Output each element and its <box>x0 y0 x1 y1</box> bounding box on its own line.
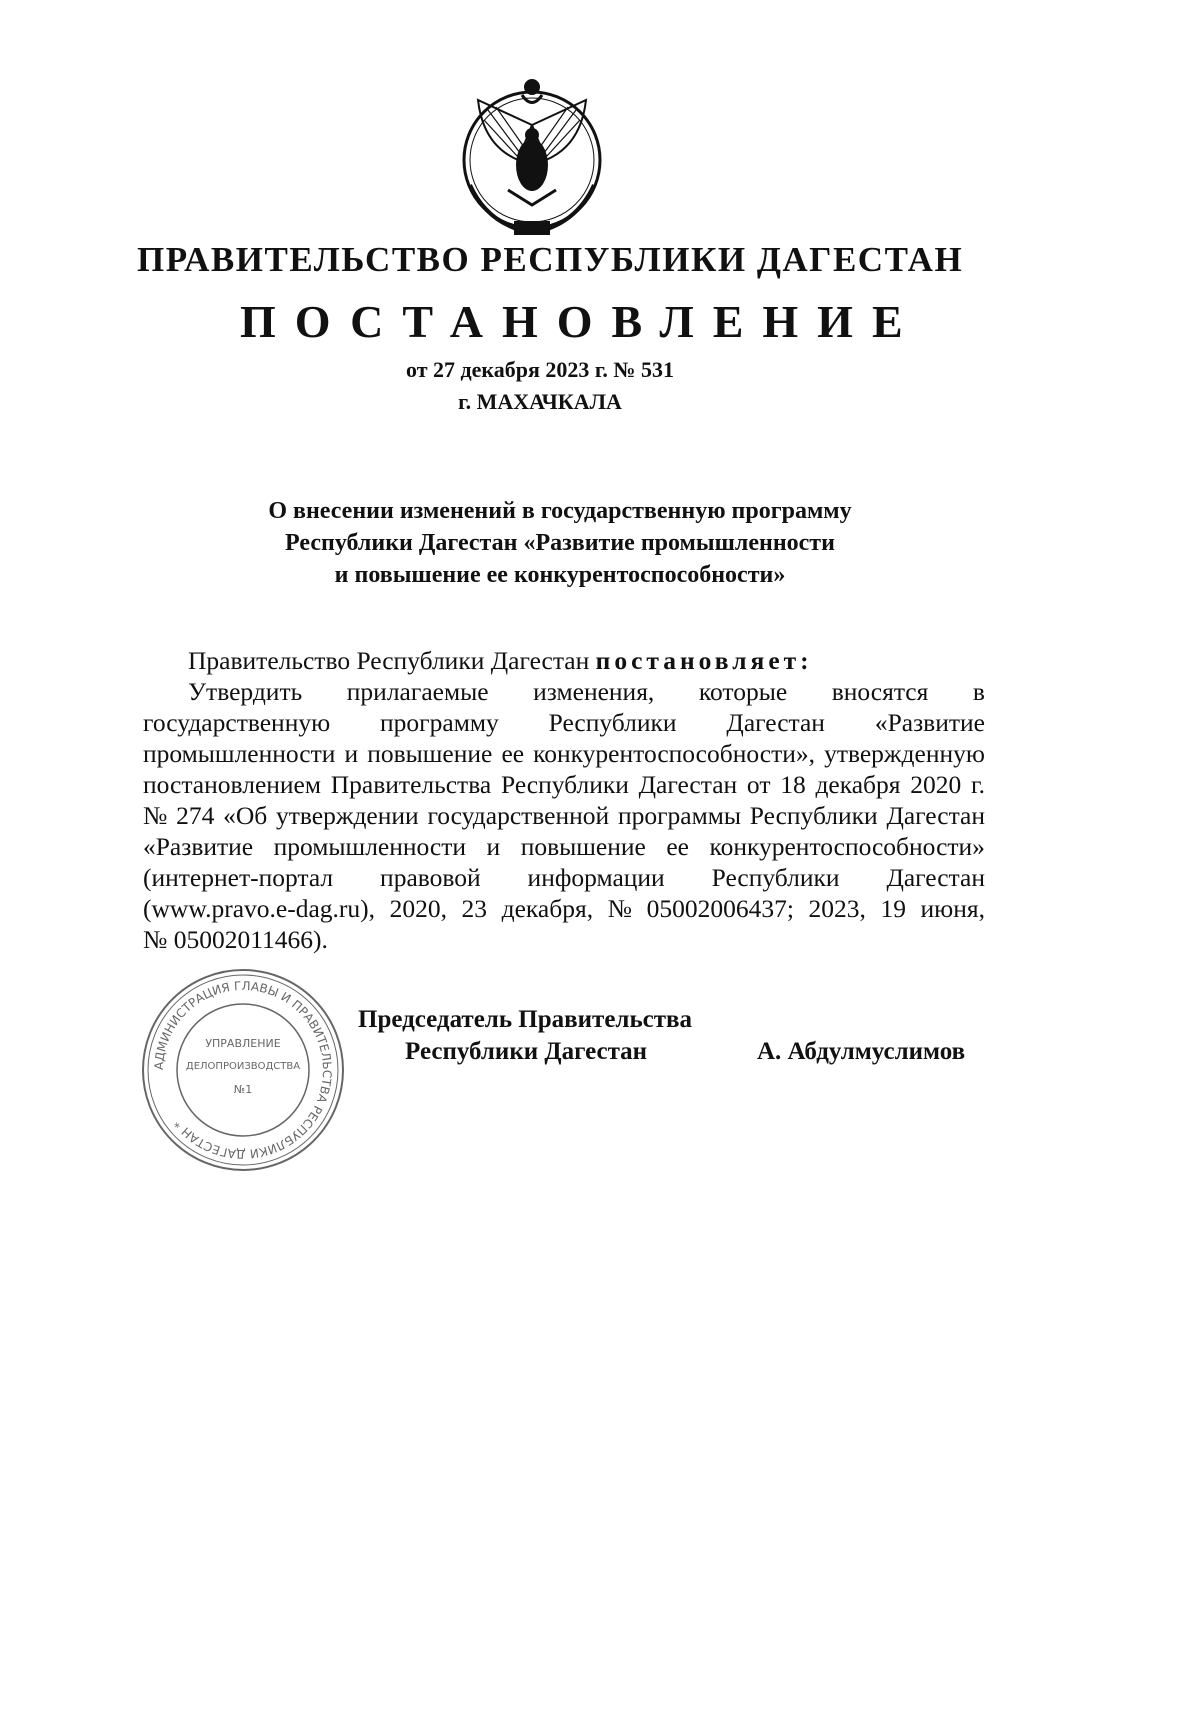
subject-line: Республики Дагестан «Развитие промышленности <box>285 530 835 556</box>
word: № <box>607 894 632 923</box>
word: и <box>486 832 501 861</box>
document-type-title: ПОСТАНОВЛЕНИЕ <box>240 296 922 347</box>
word: вносятся <box>831 677 929 706</box>
subject-line: и повышение ее конкурентоспособности» <box>334 562 786 588</box>
date-number: от 27 декабря 2023 г. № 531 <box>405 357 674 382</box>
signatory-position: Председатель Правительства <box>358 1006 693 1033</box>
stamp-inner-line: УПРАВЛЕНИЕ <box>205 1037 281 1050</box>
word: 274 <box>176 801 215 830</box>
word: государственной <box>427 801 610 830</box>
word: от <box>746 770 771 799</box>
lead-emphasis: постановляет: <box>595 646 813 675</box>
word: 23 <box>461 894 488 923</box>
word: и <box>344 739 359 768</box>
word: промышленности <box>273 832 467 861</box>
word: «Об <box>223 801 268 830</box>
word: Правительства <box>330 770 492 799</box>
word: 2023, <box>808 894 866 923</box>
word: изменения, <box>533 677 655 706</box>
word: промышленности <box>143 739 336 768</box>
word: прилагаемые <box>346 677 489 706</box>
word: (www.pravo.e-dag.ru), <box>143 894 376 923</box>
word: 19 <box>880 894 906 923</box>
word: 2020, <box>389 894 447 923</box>
signatory-position: Республики Дагестан <box>405 1038 648 1065</box>
word: Республики <box>749 801 878 830</box>
word: правовой <box>380 863 481 892</box>
city: г. МАХАЧКАЛА <box>458 389 622 414</box>
word: государственную <box>143 708 331 737</box>
word: утверждении <box>275 801 419 830</box>
word: декабря, <box>501 894 594 923</box>
word: постановлением <box>143 770 322 799</box>
body-line <box>143 738 985 769</box>
word: программу <box>380 708 499 737</box>
stamp-ring-text: АДМИНИСТРАЦИЯ ГЛАВЫ И ПРАВИТЕЛЬСТВА РЕСПУБЛИКИ ДАГЕСТАН * <box>151 978 335 1162</box>
word: повышение <box>367 739 493 768</box>
word: июня, <box>920 894 985 923</box>
word: № <box>143 801 168 830</box>
word: конкурентоспособности», <box>533 739 815 768</box>
official-stamp <box>138 965 348 1175</box>
body-line <box>143 862 985 893</box>
word: Утвердить <box>188 677 303 706</box>
word: «Развитие <box>143 832 254 861</box>
subject-line: О внесении изменений в государственную программу <box>268 498 852 524</box>
body-line <box>143 707 985 738</box>
word: Республики <box>548 708 677 737</box>
resolution-lead <box>188 645 813 676</box>
word: «Развитие <box>874 708 985 737</box>
body-line <box>143 769 985 800</box>
body-line <box>188 676 985 707</box>
word: Республики <box>500 770 629 799</box>
word: 2020 <box>910 770 962 799</box>
body-line: № 05002011466). <box>143 925 328 954</box>
body-line <box>143 893 985 924</box>
word: Дагестан <box>886 863 985 892</box>
lead-text: Правительство Республики Дагестан <box>188 646 596 675</box>
word: Дагестан <box>886 801 985 830</box>
word: 18 <box>780 770 806 799</box>
word: программы <box>617 801 742 830</box>
word: которые <box>698 677 788 706</box>
stamp-inner-line: ДЕЛОПРОИЗВОДСТВА <box>185 1061 301 1072</box>
word: конкурентоспособности» <box>709 832 985 861</box>
coat-of-arms-emblem <box>448 65 616 245</box>
word: ее <box>501 739 525 768</box>
body-line <box>143 831 985 862</box>
signatory-name: А. Абдулмуслимов <box>757 1038 966 1065</box>
word: декабря <box>815 770 901 799</box>
word: г. <box>970 770 985 799</box>
word: ее <box>666 832 689 861</box>
stamp-inner-line: №1 <box>233 1083 253 1096</box>
word: Дагестан <box>638 770 738 799</box>
word: утвержденную <box>824 739 985 768</box>
word: Дагестан <box>726 708 825 737</box>
body-line <box>143 800 985 831</box>
word: в <box>972 677 985 706</box>
word: (интернет-портал <box>143 863 334 892</box>
word: повышение <box>520 832 646 861</box>
word: информации <box>527 863 665 892</box>
government-name: ПРАВИТЕЛЬСТВО РЕСПУБЛИКИ ДАГЕСТАН <box>137 240 964 279</box>
word: 05002006437; <box>646 894 794 923</box>
word: Республики <box>711 863 840 892</box>
